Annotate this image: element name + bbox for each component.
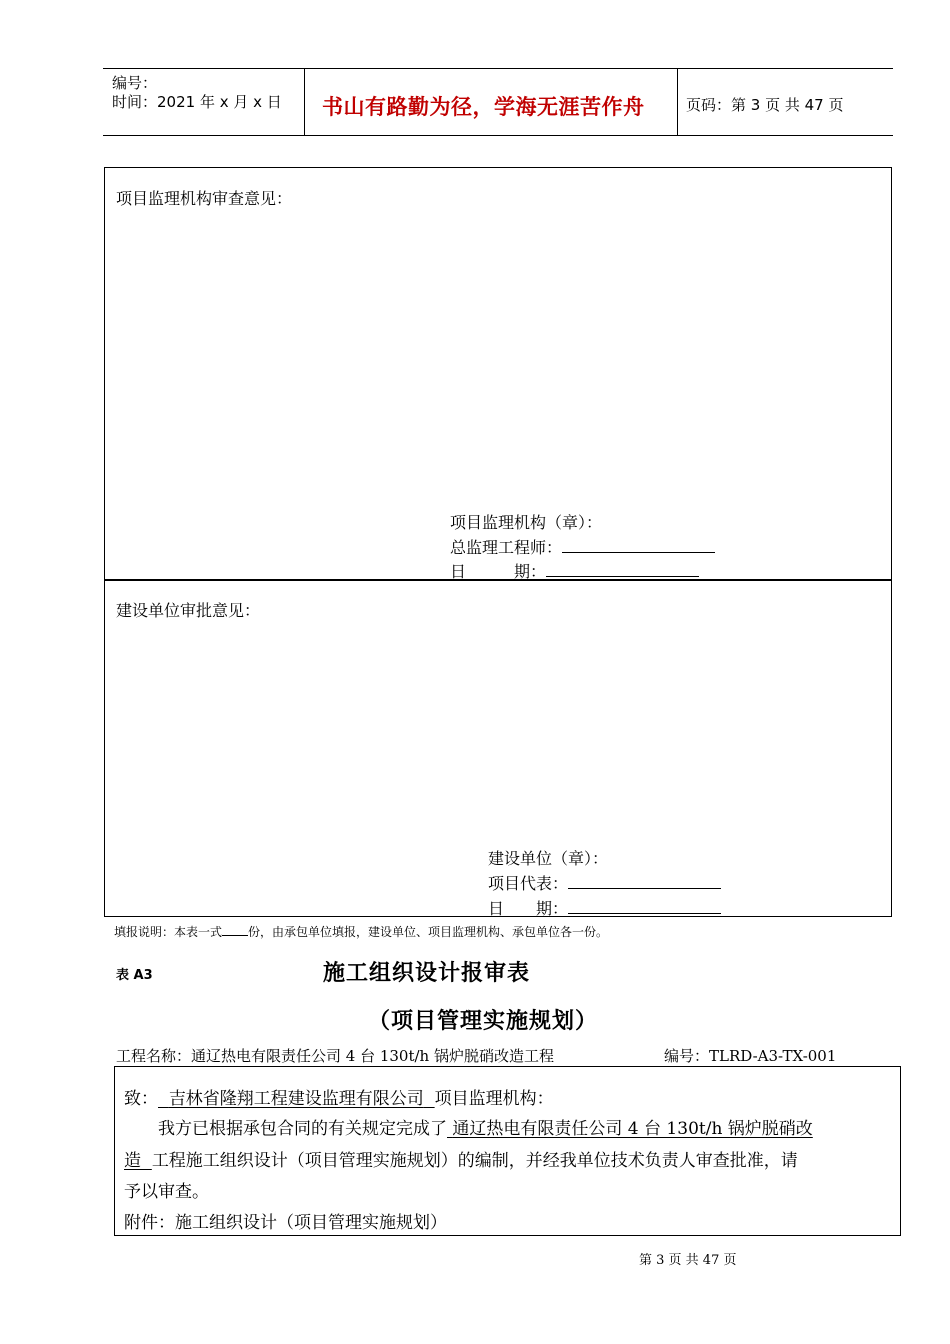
addressee-company: 吉林省隆翔工程建设监理有限公司 [168, 1089, 424, 1109]
form-tag: 表 A3 [116, 968, 153, 983]
body-line-2 [124, 1146, 798, 1171]
owner-date-field [488, 896, 721, 919]
header-bottom-rule [103, 135, 893, 136]
owner-rep-signature-line [568, 873, 721, 889]
owner-seal-label: 建设单位（章）： [488, 849, 609, 868]
attachment-line: 附件：施工组织设计（项目管理实施规划） [124, 1213, 447, 1233]
header-page-label: 页码：第 3 页 共 47 页 [686, 96, 844, 114]
footer-page-number: 第 3 页 共 47 页 [639, 1253, 737, 1268]
form-code: 编号：TLRD-A3-TX-001 [664, 1047, 837, 1065]
fill-note-before: 填报说明：本表一式 [114, 925, 223, 939]
supervision-heading: 项目监理机构审查意见： [116, 189, 293, 208]
supervision-date-label: 日 期： [450, 562, 547, 581]
owner-date-label: 日 期： [488, 899, 569, 918]
fill-note-copies-blank [222, 924, 248, 936]
chief-engineer-signature-line [562, 537, 715, 553]
body-line-1 [158, 1114, 813, 1139]
fill-note-after: 份，由承包单位填报，建设单位、项目监理机构、承包单位各一份。 [248, 925, 609, 939]
owner-rep-field [488, 871, 721, 894]
addressee-line [124, 1084, 554, 1109]
header-divider-left [304, 69, 305, 135]
body-line-3: 予以审查。 [124, 1182, 209, 1202]
header-motto: 书山有路勤为径，学海无涯苦作舟 [322, 94, 645, 119]
body-line-2-rest: 工程施工组织设计（项目管理实施规划）的编制，并经我单位技术负责人审查批准，请 [151, 1151, 798, 1171]
body-project-name-part1: 通辽热电有限责任公司 4 台 130t/h 锅炉脱硝改 [452, 1119, 813, 1139]
chief-engineer-label: 总监理工程师： [450, 538, 563, 557]
owner-heading: 建设单位审批意见： [116, 601, 261, 620]
form-title: 施工组织设计报审表 [323, 960, 531, 986]
addressee-prefix: 致： [124, 1089, 158, 1109]
header-top-rule [103, 68, 893, 69]
fill-note [114, 923, 608, 940]
form-subtitle: （项目管理实施规划） [368, 1008, 599, 1034]
header-number-label: 编号： [112, 74, 158, 92]
owner-date-line [568, 898, 721, 914]
body-project-name-part2: 造 [124, 1151, 141, 1171]
header-divider-right [677, 69, 678, 135]
addressee-suffix: 项目监理机构： [434, 1089, 554, 1109]
supervision-seal-label: 项目监理机构（章）： [450, 513, 603, 532]
owner-rep-label: 项目代表： [488, 874, 569, 893]
supervision-date-field [450, 559, 699, 582]
header-time-label: 时间：2021 年 x 月 x 日 [112, 93, 282, 111]
project-name: 工程名称：通辽热电有限责任公司 4 台 130t/h 锅炉脱硝改造工程 [116, 1047, 554, 1065]
chief-engineer-field [450, 535, 715, 558]
supervision-date-line [546, 561, 699, 577]
body-line-1-prefix: 我方已根据承包合同的有关规定完成了 [158, 1119, 447, 1139]
